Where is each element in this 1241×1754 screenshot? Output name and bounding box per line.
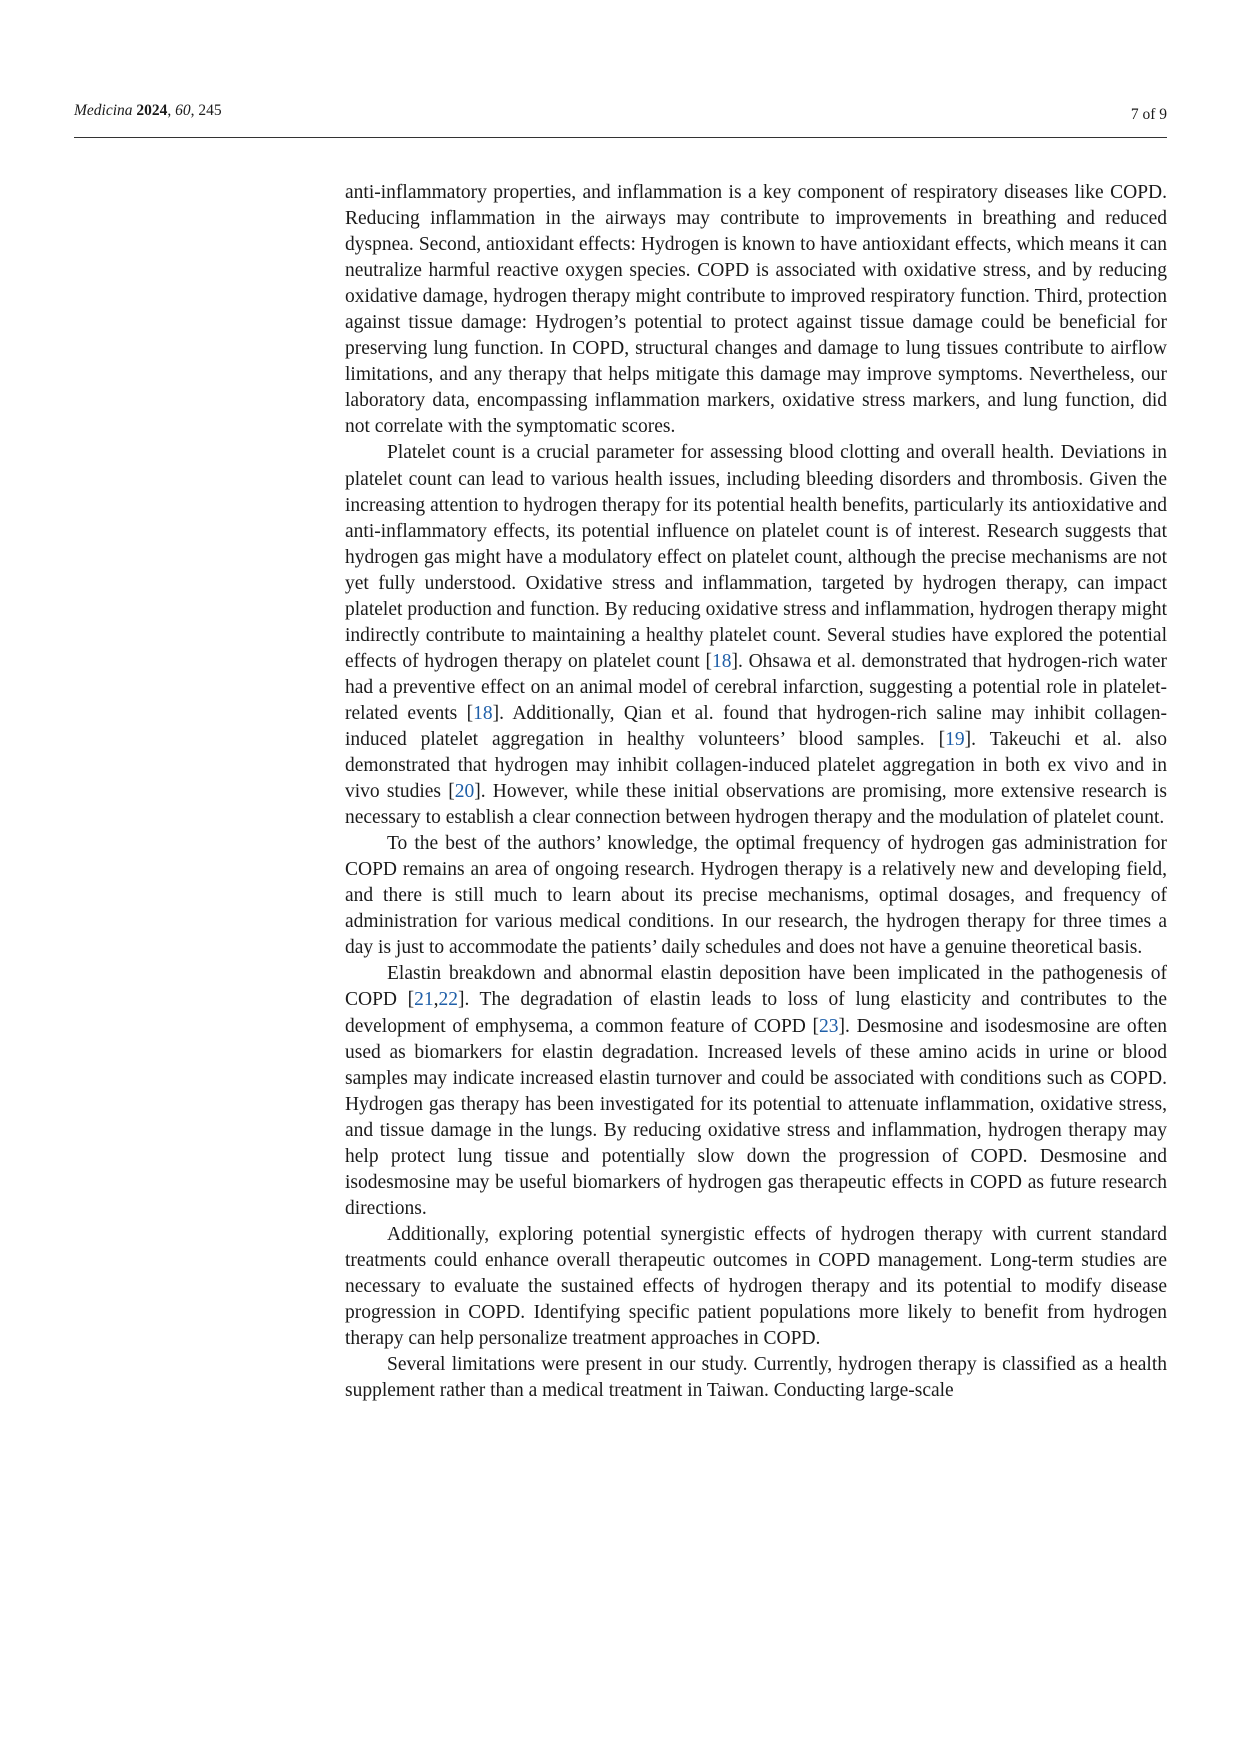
citation-link[interactable]: 20 <box>454 781 475 803</box>
citation-link[interactable]: 18 <box>473 702 493 724</box>
paragraph-text: To the best of the authors’ knowledge, the optimal frequency of hydrogen gas administration for COPD remains an area of ongoing research. Hydrogen therapy is a relatively new and developing field, and there is still much to learn about its precise mechanisms, optimal dosages, and frequency of administration for various medical conditions. In our research, the hydrogen therapy for three times a day is just to accommodate the patients’ daily schedules and does not have a genuine theoretical basis. <box>345 833 1167 959</box>
body-paragraph <box>345 831 1167 961</box>
paragraph-text: anti-inflammatory properties, and inflammation is a key component of respiratory diseases like COPD. Reducing inflammation in the airways may contribute to improvements in breathing and reduced dyspnea. Second, antioxidant effects: Hydrogen is known to have antioxidant effects, which means it can neutralize harmful reactive oxygen species. COPD is associated with oxidative stress, and by reducing oxidative damage, hydrogen therapy might contribute to improved respiratory function. Third, protection against tissue damage: Hydrogen’s potential to protect against tissue damage could be beneficial for preserving lung function. In COPD, structural changes and damage to lung tissues contribute to airflow limitations, and any therapy that helps mitigate this damage may improve symptoms. Nevertheless, our laboratory data, encompassing inflammation markers, oxidative stress markers, and lung function, did not correlate with the symptomatic scores. <box>345 182 1167 438</box>
citation-link[interactable]: 22 <box>438 989 458 1011</box>
article-number: 245 <box>198 102 222 119</box>
body-paragraph <box>345 1222 1167 1352</box>
citation-link[interactable]: 21 <box>414 989 434 1011</box>
page-number: 7 of 9 <box>1130 106 1167 123</box>
body-paragraph <box>345 1352 1167 1404</box>
paragraph-text: ]. Takeuchi et al. also demonstrated that hydrogen may inhibit collagen-induced platelet aggregation in both ex vivo and in vivo studies [ <box>345 728 1167 803</box>
paragraph-text: ]. The degradation of elastin leads to loss of lung elasticity and contributes to the development of emphysema, a common feature of COPD [ <box>345 989 1167 1037</box>
journal-citation: Medicina 2024, 60, 245 <box>74 102 222 119</box>
paragraph-text: Elastin breakdown and abnormal elastin deposition have been implicated in the pathogenesis of COPD [ <box>345 963 1167 1011</box>
journal-year: 2024 <box>136 102 168 119</box>
paragraph-text: ]. However, while these initial observations are promising, more extensive research is necessary to establish a clear connection between hydrogen therapy and the modulation of platelet count. <box>345 781 1167 829</box>
paragraph-text: Additionally, exploring potential synergistic effects of hydrogen therapy with current standard treatments could enhance overall therapeutic outcomes in COPD management. Long-term studies are necessary to evaluate the sustained effects of hydrogen therapy and its potential to modify disease progression in COPD. Identifying specific patient populations more likely to benefit from hydrogen therapy can help personalize treatment approaches in COPD. <box>345 1223 1167 1350</box>
body-paragraph <box>345 440 1167 831</box>
paragraph-text: Several limitations were present in our study. Currently, hydrogen therapy is classified as a health supplement rather than a medical treatment in Taiwan. Conducting large-scale <box>345 1354 1167 1402</box>
journal-name: Medicina <box>74 102 133 119</box>
body-paragraph <box>345 961 1167 1221</box>
paragraph-text: ]. Additionally, Qian et al. found that hydrogen-rich saline may inhibit collagen-induced platelet aggregation in healthy volunteers’ blood samples. [ <box>345 702 1168 750</box>
header-rule <box>74 137 1167 138</box>
paragraph-text: Platelet count is a crucial parameter for assessing blood clotting and overall health. Deviations in platelet count can lead to various health issues, including bleeding disorders and thrombosis. Given the increasing attention to hydrogen therapy for its potential health benefits, particularly its antioxidative and anti-inflammatory effects, its potential influence on platelet count is of interest. Research suggests that hydrogen gas might have a modulatory effect on platelet count, although the precise mechanisms are not yet fully understood. Oxidative stress and inflammation, targeted by hydrogen therapy, can impact platelet production and function. By reducing oxidative stress and inflammation, hydrogen therapy might indirectly contribute to maintaining a healthy platelet count. Several studies have explored the potential effects of hydrogen therapy on platelet count [ <box>345 442 1167 672</box>
paragraph-text: , <box>433 989 439 1011</box>
article-body <box>345 180 1167 1404</box>
body-paragraph <box>345 180 1167 440</box>
journal-volume: 60 <box>175 102 191 119</box>
paragraph-text: ]. Desmosine and isodesmosine are often used as biomarkers for elastin degradation. Increased levels of these amino acids in urine or blood samples may indicate increased elastin turnover and could be associated with conditions such as COPD. Hydrogen gas therapy has been investigated for its potential to attenuate inflammation, oxidative stress, and tissue damage in the lungs. By reducing oxidative stress and inflammation, hydrogen therapy may help protect lung tissue and potentially slow down the progression of COPD. Desmosine and isodesmosine may be useful biomarkers of hydrogen gas therapeutic effects in COPD as future research directions. <box>345 1015 1167 1219</box>
citation-link[interactable]: 23 <box>819 1015 839 1037</box>
paragraph-text: ]. Ohsawa et al. demonstrated that hydrogen-rich water had a preventive effect on an animal model of cerebral infarction, suggesting a potential role in platelet-related events [ <box>345 650 1167 724</box>
citation-link[interactable]: 19 <box>945 728 965 750</box>
citation-link[interactable]: 18 <box>711 650 732 672</box>
